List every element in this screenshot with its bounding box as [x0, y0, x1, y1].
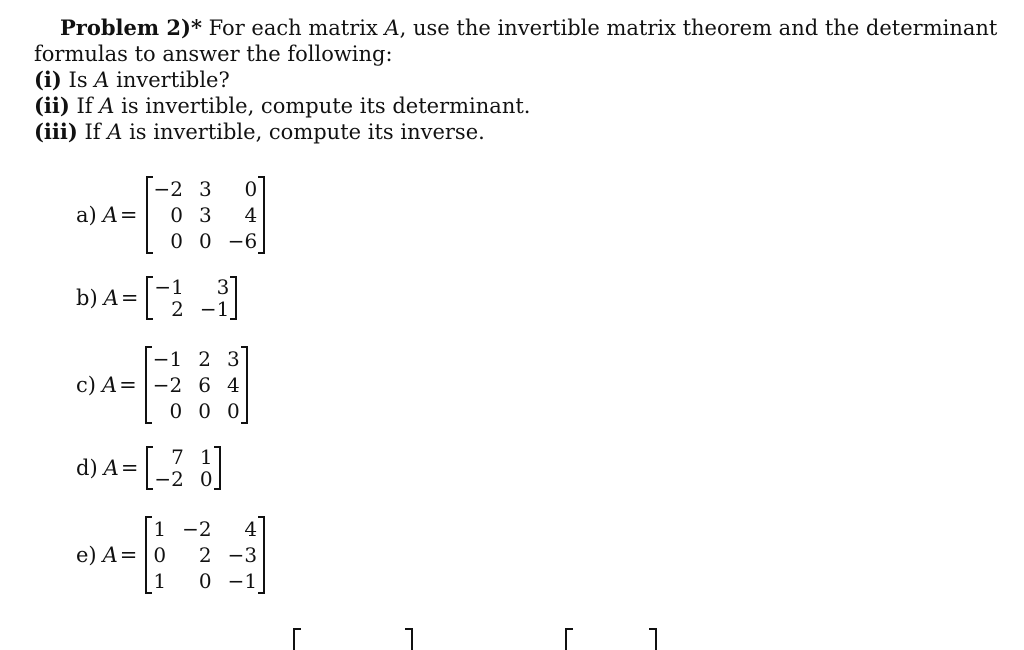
matrix-d [146, 446, 220, 490]
question-text: If [69, 94, 100, 118]
question-text: Is [61, 68, 95, 92]
problem-intro [34, 15, 1009, 67]
part-c [76, 346, 248, 424]
matrix-cell: 3 [198, 177, 212, 201]
matrix-a [146, 176, 266, 254]
question-variable: A [107, 120, 123, 144]
matrix-cell: 0 [199, 467, 213, 491]
part-b [76, 276, 237, 320]
question-text: invertible? [109, 68, 230, 92]
intro-variable: A [384, 16, 400, 40]
matrix-cell: −1 [152, 347, 183, 371]
matrix-cell: −2 [153, 177, 183, 201]
problem-heading: Problem 2)* [60, 15, 202, 40]
question-variable: A [94, 68, 110, 92]
intro-text-1: For each matrix [201, 16, 385, 40]
equals-sign: = [120, 456, 139, 480]
matrix-cell: 1 [153, 569, 167, 593]
question-iii [34, 119, 1009, 145]
question-variable: A [99, 94, 115, 118]
question-number: (iii) [34, 119, 78, 144]
matrix-variable: A [102, 203, 118, 227]
matrix-cell: 0 [198, 399, 211, 423]
matrix-c [145, 346, 248, 424]
matrix-variable: A [103, 286, 119, 310]
question-text: is invertible, compute its determinant. [114, 94, 531, 118]
matrix-cell: 0 [170, 229, 183, 253]
question-number: (ii) [34, 93, 70, 118]
matrix-cell: −2 [182, 517, 212, 541]
part-d [76, 446, 221, 490]
matrix-cell: 0 [153, 543, 167, 567]
matrix-cell: −1 [154, 275, 184, 299]
question-text: If [77, 120, 108, 144]
equals-sign: = [119, 373, 137, 397]
matrix-cell: 2 [198, 347, 211, 371]
part-label: b) [76, 286, 98, 310]
part-label: d) [76, 456, 98, 480]
matrix-cell: 4 [244, 517, 258, 541]
matrix-cell: −6 [227, 229, 258, 253]
matrix-cell: 0 [170, 203, 183, 227]
matrix-cell: 3 [198, 203, 212, 227]
matrix-cell: 0 [226, 399, 240, 423]
matrix-cell: −3 [227, 543, 258, 567]
part-e [76, 516, 265, 594]
equals-sign: = [120, 286, 139, 310]
matrix-cell: 1 [153, 517, 167, 541]
problem-statement [34, 15, 1009, 145]
matrix-cell: −2 [152, 373, 183, 397]
matrix-cell: −2 [154, 467, 184, 491]
matrix-cell: −1 [227, 569, 258, 593]
question-ii [34, 93, 1009, 119]
partial-matrix-bracket [293, 628, 413, 648]
question-number: (i) [34, 67, 62, 92]
matrix-cell: 4 [226, 373, 240, 397]
matrix-cell: 7 [171, 445, 184, 469]
matrix-cell: 0 [244, 177, 258, 201]
part-label: a) [76, 203, 97, 227]
matrix-e [145, 516, 265, 594]
part-a [76, 176, 265, 254]
matrix-cell: 0 [198, 229, 212, 253]
matrix-variable: A [102, 543, 118, 567]
matrix-variable: A [103, 456, 119, 480]
question-text: is invertible, compute its inverse. [122, 120, 485, 144]
matrix-cell: −1 [199, 297, 230, 321]
matrix-b [146, 276, 237, 320]
intro-text-2: , use the invertible matrix theorem and the determinant formulas to answer the following: [34, 16, 998, 66]
matrix-variable: A [101, 373, 118, 397]
partial-matrix-bracket [565, 628, 657, 648]
matrix-cell: 0 [198, 569, 212, 593]
question-i [34, 67, 1009, 93]
matrix-cell: 4 [244, 203, 258, 227]
matrix-cell: 2 [171, 297, 184, 321]
part-label: e) [76, 543, 97, 567]
part-label: c) [76, 373, 96, 397]
equals-sign: = [119, 543, 138, 567]
matrix-cell: 6 [198, 373, 211, 397]
matrix-cell: 2 [198, 543, 212, 567]
matrix-cell: 3 [226, 347, 240, 371]
equals-sign: = [119, 203, 138, 227]
matrix-cell: 0 [169, 399, 183, 423]
matrix-cell: 1 [199, 445, 213, 469]
matrix-cell: 3 [216, 275, 230, 299]
